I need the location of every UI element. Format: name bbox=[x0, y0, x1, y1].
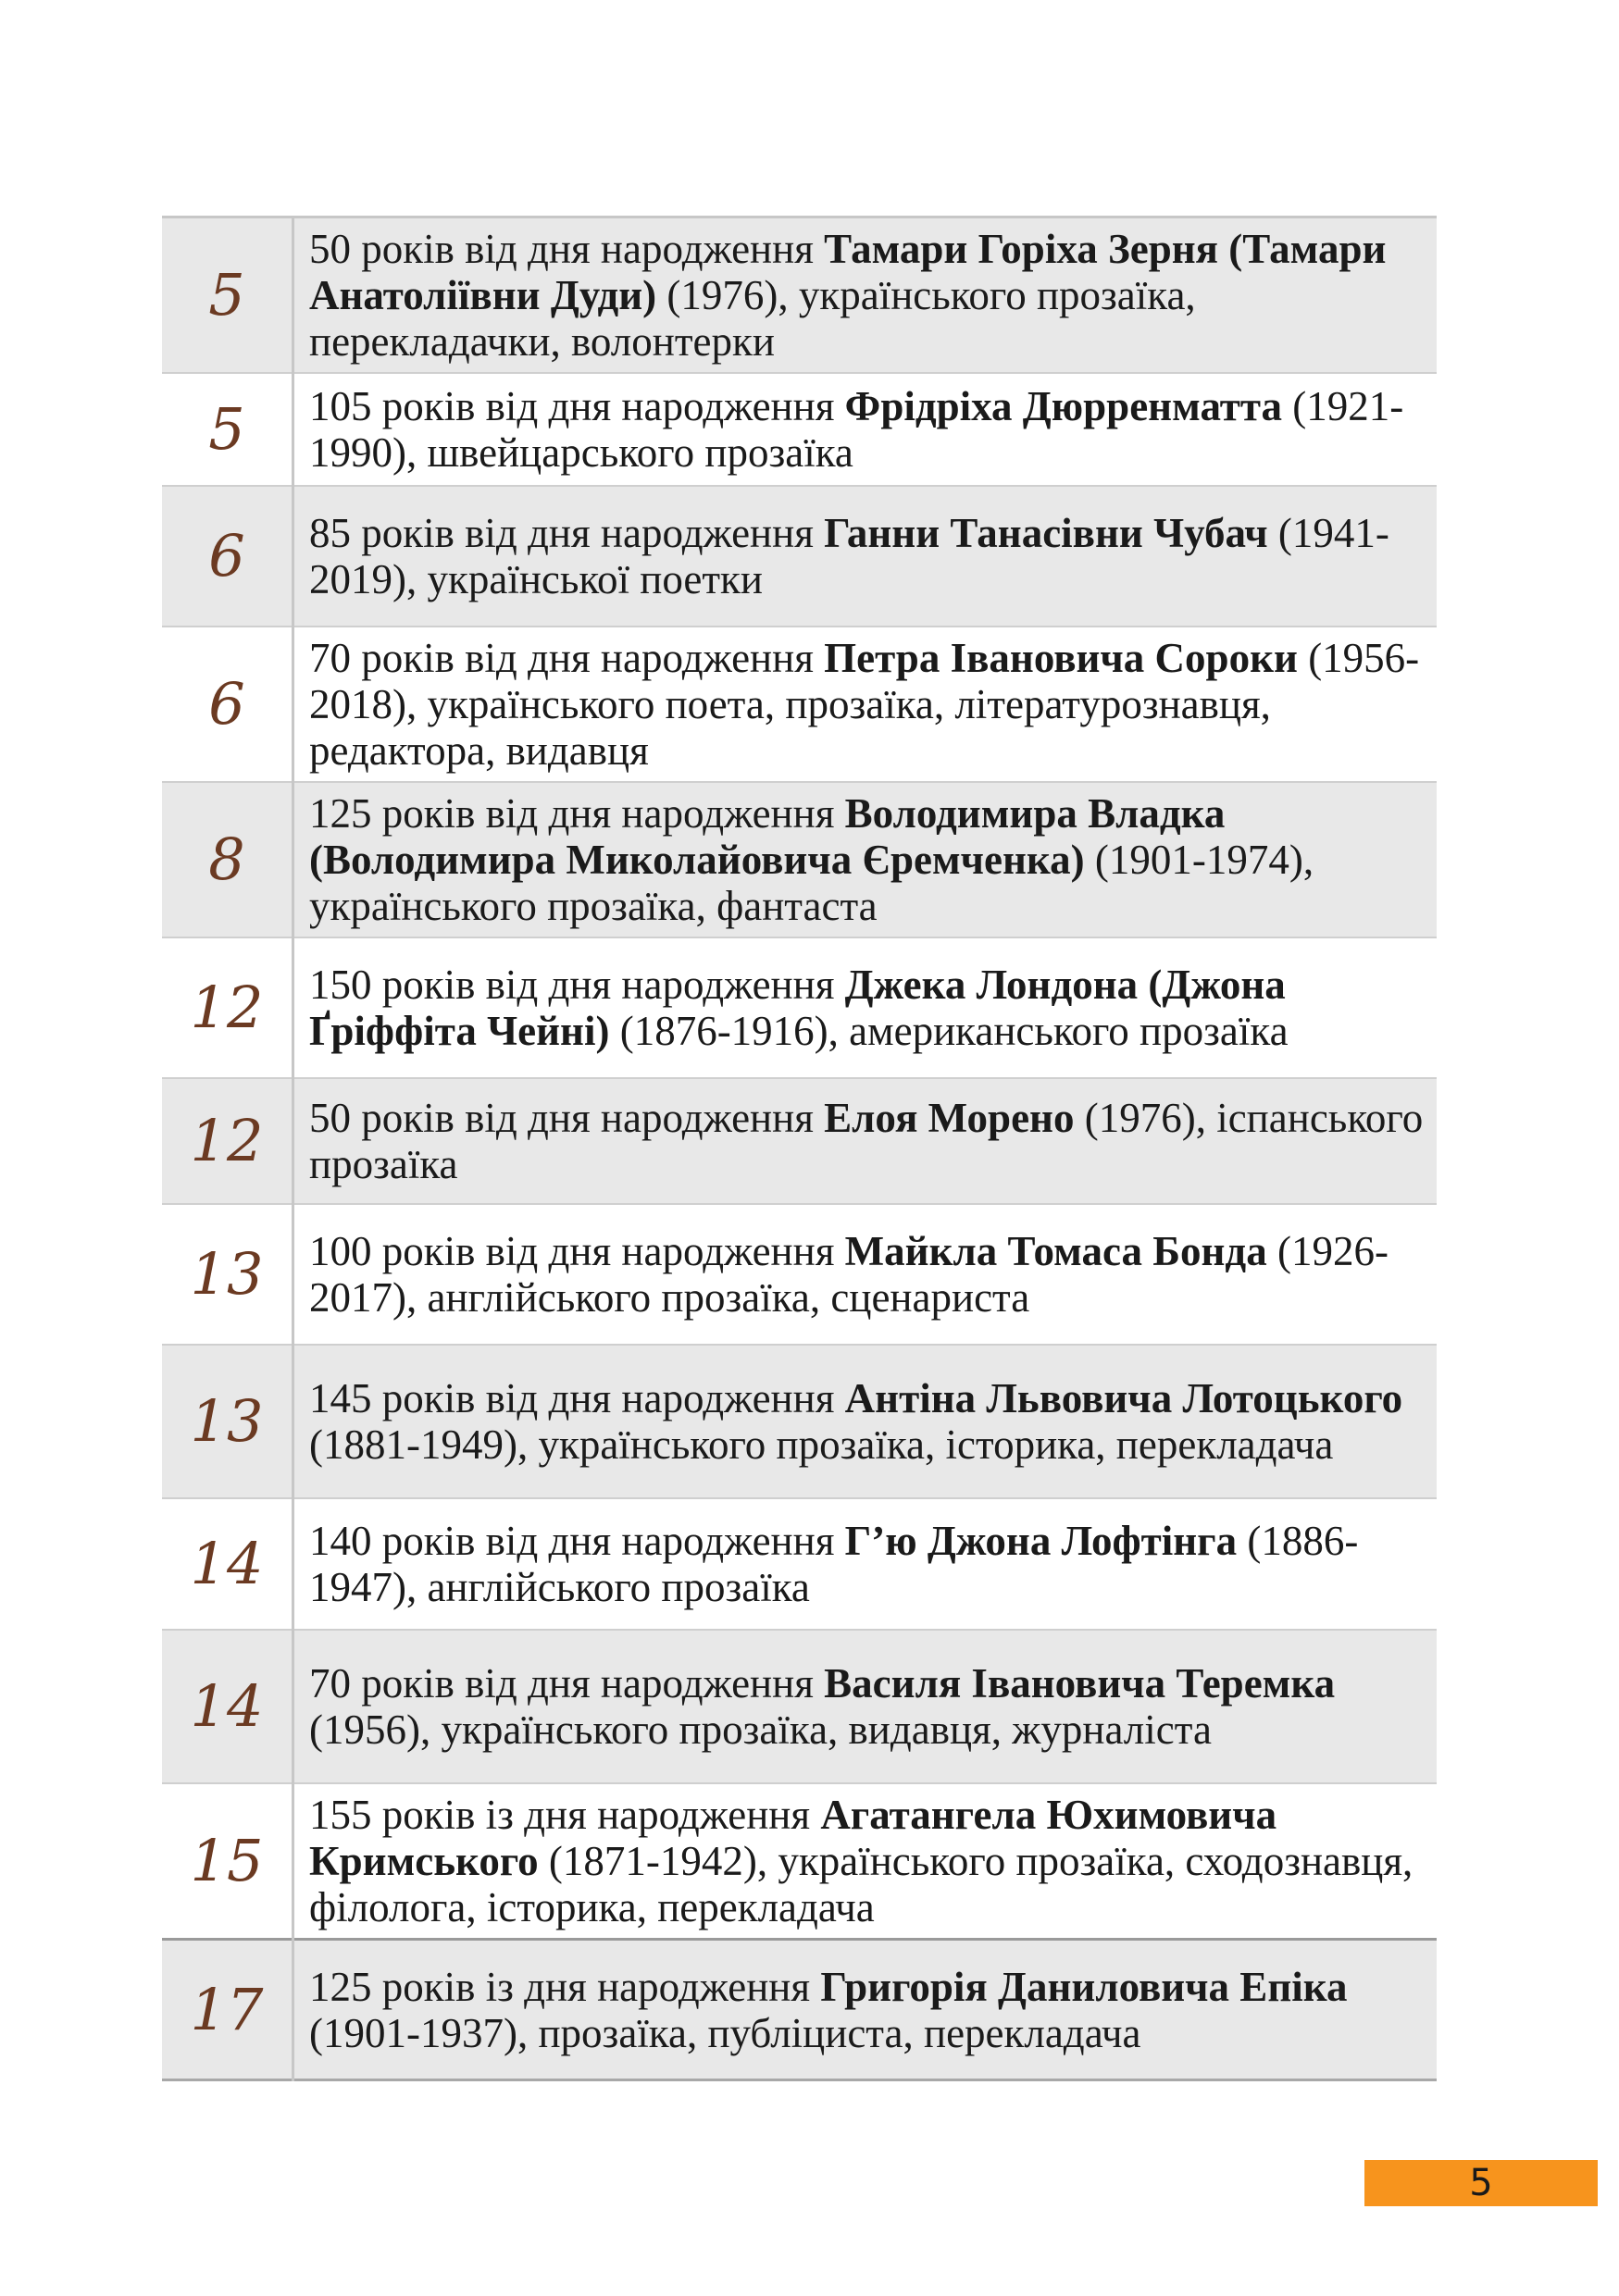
entry-details: (1921-1990), швейцарського прозаїка bbox=[309, 383, 1404, 476]
day-number: 12 bbox=[162, 937, 293, 1078]
table-row bbox=[162, 1940, 1437, 2080]
table-row bbox=[162, 782, 1437, 937]
entry-details: (1956-2018), українського поета, прозаїка, літературознавця, редактора, видавця bbox=[309, 635, 1420, 774]
table-row bbox=[162, 1498, 1437, 1630]
entry-prefix: 125 років від дня народження bbox=[309, 790, 845, 837]
entry-details: (1901-1937), прозаїка, публіциста, перекладача bbox=[309, 2009, 1141, 2056]
entry-details: (1871-1942), українського прозаїка, сходознавця, філолога, історика, перекладача bbox=[309, 1838, 1414, 1930]
entry-prefix: 145 років від дня народження bbox=[309, 1375, 845, 1421]
person-name: Тамари Горіха Зерня (Тамари Анатоліївни Дуди) bbox=[309, 226, 1387, 318]
anniversary-table bbox=[162, 216, 1437, 2081]
entry-details: (1976), українського прозаїка, перекладачки, волонтерки bbox=[309, 272, 1196, 365]
entry-details: (1926-2017), англійського прозаїка, сценариста bbox=[309, 1228, 1389, 1321]
person-name: Ганни Танасівни Чубач bbox=[824, 510, 1268, 556]
entry-text bbox=[293, 217, 1438, 374]
entry-prefix: 150 років від дня народження bbox=[309, 962, 845, 1008]
entry-details: (1941-2019), української поетки bbox=[309, 510, 1389, 602]
person-name: Майкла Томаса Бонда bbox=[844, 1228, 1267, 1274]
table-row bbox=[162, 486, 1437, 627]
day-number: 17 bbox=[162, 1940, 293, 2080]
table-row bbox=[162, 1204, 1437, 1345]
entry-prefix: 155 років із дня народження bbox=[309, 1792, 821, 1838]
entry-prefix: 85 років від дня народження bbox=[309, 510, 825, 556]
day-number: 12 bbox=[162, 1078, 293, 1204]
entry-text bbox=[293, 1630, 1438, 1783]
table-row bbox=[162, 937, 1437, 1078]
day-number: 15 bbox=[162, 1783, 293, 1940]
entry-prefix: 140 років від дня народження bbox=[309, 1518, 845, 1564]
entry-text bbox=[293, 937, 1438, 1078]
day-number: 6 bbox=[162, 486, 293, 627]
entry-prefix: 50 років від дня народження bbox=[309, 226, 825, 272]
entry-text bbox=[293, 627, 1438, 782]
person-name: Антіна Львовича Лотоцького bbox=[844, 1375, 1403, 1421]
day-number: 13 bbox=[162, 1204, 293, 1345]
day-number: 6 bbox=[162, 627, 293, 782]
person-name: Агатангела Юхимовича Кримського bbox=[309, 1792, 1277, 1884]
entry-text bbox=[293, 1204, 1438, 1345]
person-name: Елоя Морено bbox=[824, 1095, 1075, 1141]
person-name: Григорія Даниловича Епіка bbox=[820, 1963, 1348, 2010]
page-number: 5 bbox=[1364, 2160, 1598, 2206]
entry-prefix: 105 років від дня народження bbox=[309, 383, 845, 429]
entry-text bbox=[293, 486, 1438, 627]
entry-text bbox=[293, 1783, 1438, 1940]
entry-prefix: 70 років від дня народження bbox=[309, 635, 825, 681]
entry-text bbox=[293, 1940, 1438, 2080]
person-name: Фрідріха Дюрренматта bbox=[844, 383, 1283, 429]
table-row bbox=[162, 217, 1437, 374]
entry-text bbox=[293, 373, 1438, 486]
day-number: 13 bbox=[162, 1345, 293, 1498]
day-number: 5 bbox=[162, 217, 293, 374]
person-name: Г’ю Джона Лофтінга bbox=[844, 1518, 1238, 1564]
entry-details: (1886-1947), англійського прозаїка bbox=[309, 1518, 1359, 1610]
day-number: 5 bbox=[162, 373, 293, 486]
person-name: Володимира Владка (Володимира Миколайовича Єремченка) bbox=[309, 790, 1226, 883]
table-row bbox=[162, 1078, 1437, 1204]
entry-text bbox=[293, 782, 1438, 937]
entry-prefix: 125 років із дня народження bbox=[309, 1963, 821, 2010]
entry-prefix: 50 років від дня народження bbox=[309, 1095, 825, 1141]
person-name: Петра Івановича Сороки bbox=[824, 635, 1298, 681]
table-row bbox=[162, 1783, 1437, 1940]
table-row bbox=[162, 373, 1437, 486]
entry-text bbox=[293, 1498, 1438, 1630]
entry-text bbox=[293, 1078, 1438, 1204]
entry-details: (1901-1974), українського прозаїка, фантаста bbox=[309, 837, 1314, 929]
table-row bbox=[162, 1345, 1437, 1498]
day-number: 14 bbox=[162, 1630, 293, 1783]
entry-prefix: 70 років від дня народження bbox=[309, 1660, 825, 1706]
entry-details: (1956), українського прозаїка, видавця, журналіста bbox=[309, 1706, 1212, 1753]
person-name: Василя Івановича Теремка bbox=[824, 1660, 1336, 1706]
entry-details: (1881-1949), українського прозаїка, історика, перекладача bbox=[309, 1421, 1334, 1468]
person-name: Джека Лондона (Джона Ґріффіта Чейні) bbox=[309, 962, 1286, 1054]
entry-details: (1976), іспанського прозаїка bbox=[309, 1095, 1424, 1187]
entry-text bbox=[293, 1345, 1438, 1498]
entry-prefix: 100 років від дня народження bbox=[309, 1228, 845, 1274]
entry-details: (1876-1916), американського прозаїка bbox=[609, 1008, 1289, 1054]
table-row bbox=[162, 1630, 1437, 1783]
day-number: 14 bbox=[162, 1498, 293, 1630]
day-number: 8 bbox=[162, 782, 293, 937]
table-row bbox=[162, 627, 1437, 782]
